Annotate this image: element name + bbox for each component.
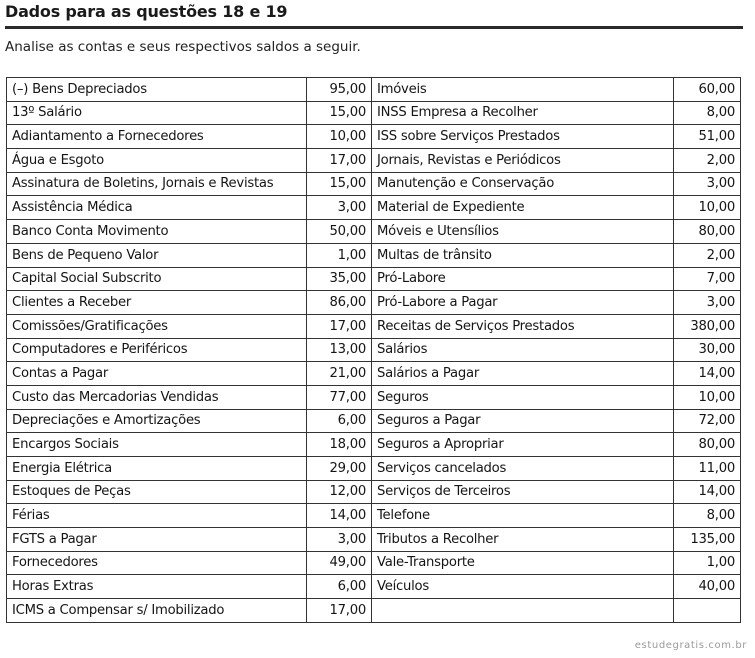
right-account-value: 10,00 bbox=[674, 196, 741, 220]
left-account-name: Contas a Pagar bbox=[7, 362, 307, 386]
left-account-value: 29,00 bbox=[307, 457, 372, 481]
left-account-name: Encargos Sociais bbox=[7, 433, 307, 457]
right-account-value: 1,00 bbox=[674, 551, 741, 575]
left-account-name: Bens de Pequeno Valor bbox=[7, 243, 307, 267]
right-account-value bbox=[674, 599, 741, 623]
right-account-name: Seguros bbox=[372, 385, 674, 409]
title-divider bbox=[5, 26, 743, 29]
left-account-value: 50,00 bbox=[307, 220, 372, 244]
table-row bbox=[7, 220, 741, 244]
left-account-name: FGTS a Pagar bbox=[7, 528, 307, 552]
left-account-value: 17,00 bbox=[307, 599, 372, 623]
left-account-name: 13º Salário bbox=[7, 101, 307, 125]
right-account-name: Manutenção e Conservação bbox=[372, 172, 674, 196]
table-row bbox=[7, 457, 741, 481]
right-account-name: Receitas de Serviços Prestados bbox=[372, 314, 674, 338]
right-account-name: Veículos bbox=[372, 575, 674, 599]
site-watermark: estudegratis.com.br bbox=[634, 640, 747, 651]
right-account-name: Tributos a Recolher bbox=[372, 528, 674, 552]
right-account-value: 135,00 bbox=[674, 528, 741, 552]
right-account-value: 8,00 bbox=[674, 504, 741, 528]
left-account-value: 17,00 bbox=[307, 314, 372, 338]
left-account-value: 95,00 bbox=[307, 78, 372, 102]
right-account-name: Serviços de Terceiros bbox=[372, 480, 674, 504]
left-account-value: 13,00 bbox=[307, 338, 372, 362]
accounts-table-body bbox=[7, 78, 741, 623]
left-account-value: 18,00 bbox=[307, 433, 372, 457]
right-account-name: Móveis e Utensílios bbox=[372, 220, 674, 244]
left-account-name: ICMS a Compensar s/ Imobilizado bbox=[7, 599, 307, 623]
table-row bbox=[7, 149, 741, 173]
right-account-value: 2,00 bbox=[674, 243, 741, 267]
left-account-value: 1,00 bbox=[307, 243, 372, 267]
right-account-name: Pró-Labore bbox=[372, 267, 674, 291]
table-row bbox=[7, 433, 741, 457]
left-account-name: Estoques de Peças bbox=[7, 480, 307, 504]
left-account-name: Assinatura de Boletins, Jornais e Revistas bbox=[7, 172, 307, 196]
right-account-value: 30,00 bbox=[674, 338, 741, 362]
left-account-name: (–) Bens Depreciados bbox=[7, 78, 307, 102]
left-account-name: Energia Elétrica bbox=[7, 457, 307, 481]
left-account-value: 6,00 bbox=[307, 575, 372, 599]
left-account-value: 21,00 bbox=[307, 362, 372, 386]
left-account-value: 49,00 bbox=[307, 551, 372, 575]
right-account-name: Seguros a Apropriar bbox=[372, 433, 674, 457]
left-account-value: 3,00 bbox=[307, 196, 372, 220]
right-account-value: 80,00 bbox=[674, 433, 741, 457]
table-row bbox=[7, 101, 741, 125]
table-row bbox=[7, 125, 741, 149]
table-row bbox=[7, 314, 741, 338]
left-account-name: Computadores e Periféricos bbox=[7, 338, 307, 362]
table-row bbox=[7, 409, 741, 433]
left-account-name: Férias bbox=[7, 504, 307, 528]
right-account-value: 10,00 bbox=[674, 385, 741, 409]
right-account-value: 8,00 bbox=[674, 101, 741, 125]
left-account-name: Água e Esgoto bbox=[7, 149, 307, 173]
left-account-value: 17,00 bbox=[307, 149, 372, 173]
left-account-value: 3,00 bbox=[307, 528, 372, 552]
right-account-value: 7,00 bbox=[674, 267, 741, 291]
right-account-value: 51,00 bbox=[674, 125, 741, 149]
table-row bbox=[7, 267, 741, 291]
right-account-name: Imóveis bbox=[372, 78, 674, 102]
table-row bbox=[7, 551, 741, 575]
left-account-name: Comissões/Gratificações bbox=[7, 314, 307, 338]
left-account-name: Capital Social Subscrito bbox=[7, 267, 307, 291]
left-account-value: 12,00 bbox=[307, 480, 372, 504]
table-row bbox=[7, 172, 741, 196]
right-account-name: Multas de trânsito bbox=[372, 243, 674, 267]
right-account-value: 3,00 bbox=[674, 291, 741, 315]
table-row bbox=[7, 385, 741, 409]
table-row bbox=[7, 528, 741, 552]
right-account-value: 11,00 bbox=[674, 457, 741, 481]
accounts-table bbox=[6, 77, 741, 623]
right-account-value: 80,00 bbox=[674, 220, 741, 244]
left-account-name: Horas Extras bbox=[7, 575, 307, 599]
right-account-value: 60,00 bbox=[674, 78, 741, 102]
right-account-name: ISS sobre Serviços Prestados bbox=[372, 125, 674, 149]
table-row bbox=[7, 504, 741, 528]
right-account-name: Salários a Pagar bbox=[372, 362, 674, 386]
left-account-name: Depreciações e Amortizações bbox=[7, 409, 307, 433]
table-row bbox=[7, 480, 741, 504]
right-account-name: INSS Empresa a Recolher bbox=[372, 101, 674, 125]
left-account-name: Custo das Mercadorias Vendidas bbox=[7, 385, 307, 409]
right-account-name: Serviços cancelados bbox=[372, 457, 674, 481]
intro-text: Analise as contas e seus respectivos saldos a seguir. bbox=[5, 39, 361, 55]
right-account-value: 40,00 bbox=[674, 575, 741, 599]
left-account-name: Assistência Médica bbox=[7, 196, 307, 220]
left-account-value: 86,00 bbox=[307, 291, 372, 315]
right-account-name: Salários bbox=[372, 338, 674, 362]
table-row bbox=[7, 575, 741, 599]
right-account-value: 380,00 bbox=[674, 314, 741, 338]
right-account-name: Telefone bbox=[372, 504, 674, 528]
right-account-value: 3,00 bbox=[674, 172, 741, 196]
right-account-name: Jornais, Revistas e Periódicos bbox=[372, 149, 674, 173]
right-account-name: Seguros a Pagar bbox=[372, 409, 674, 433]
left-account-value: 6,00 bbox=[307, 409, 372, 433]
right-account-value: 2,00 bbox=[674, 149, 741, 173]
table-row bbox=[7, 196, 741, 220]
table-row bbox=[7, 243, 741, 267]
left-account-value: 14,00 bbox=[307, 504, 372, 528]
right-account-value: 14,00 bbox=[674, 362, 741, 386]
left-account-name: Fornecedores bbox=[7, 551, 307, 575]
left-account-value: 10,00 bbox=[307, 125, 372, 149]
right-account-value: 14,00 bbox=[674, 480, 741, 504]
right-account-name: Vale-Transporte bbox=[372, 551, 674, 575]
right-account-name: Pró-Labore a Pagar bbox=[372, 291, 674, 315]
right-account-value: 72,00 bbox=[674, 409, 741, 433]
table-row bbox=[7, 338, 741, 362]
table-row bbox=[7, 291, 741, 315]
left-account-name: Adiantamento a Fornecedores bbox=[7, 125, 307, 149]
left-account-name: Clientes a Receber bbox=[7, 291, 307, 315]
table-row bbox=[7, 599, 741, 623]
left-account-name: Banco Conta Movimento bbox=[7, 220, 307, 244]
table-row bbox=[7, 78, 741, 102]
left-account-value: 15,00 bbox=[307, 172, 372, 196]
right-account-name bbox=[372, 599, 674, 623]
left-account-value: 15,00 bbox=[307, 101, 372, 125]
left-account-value: 35,00 bbox=[307, 267, 372, 291]
right-account-name: Material de Expediente bbox=[372, 196, 674, 220]
left-account-value: 77,00 bbox=[307, 385, 372, 409]
page-title: Dados para as questões 18 e 19 bbox=[5, 2, 288, 21]
table-row bbox=[7, 362, 741, 386]
